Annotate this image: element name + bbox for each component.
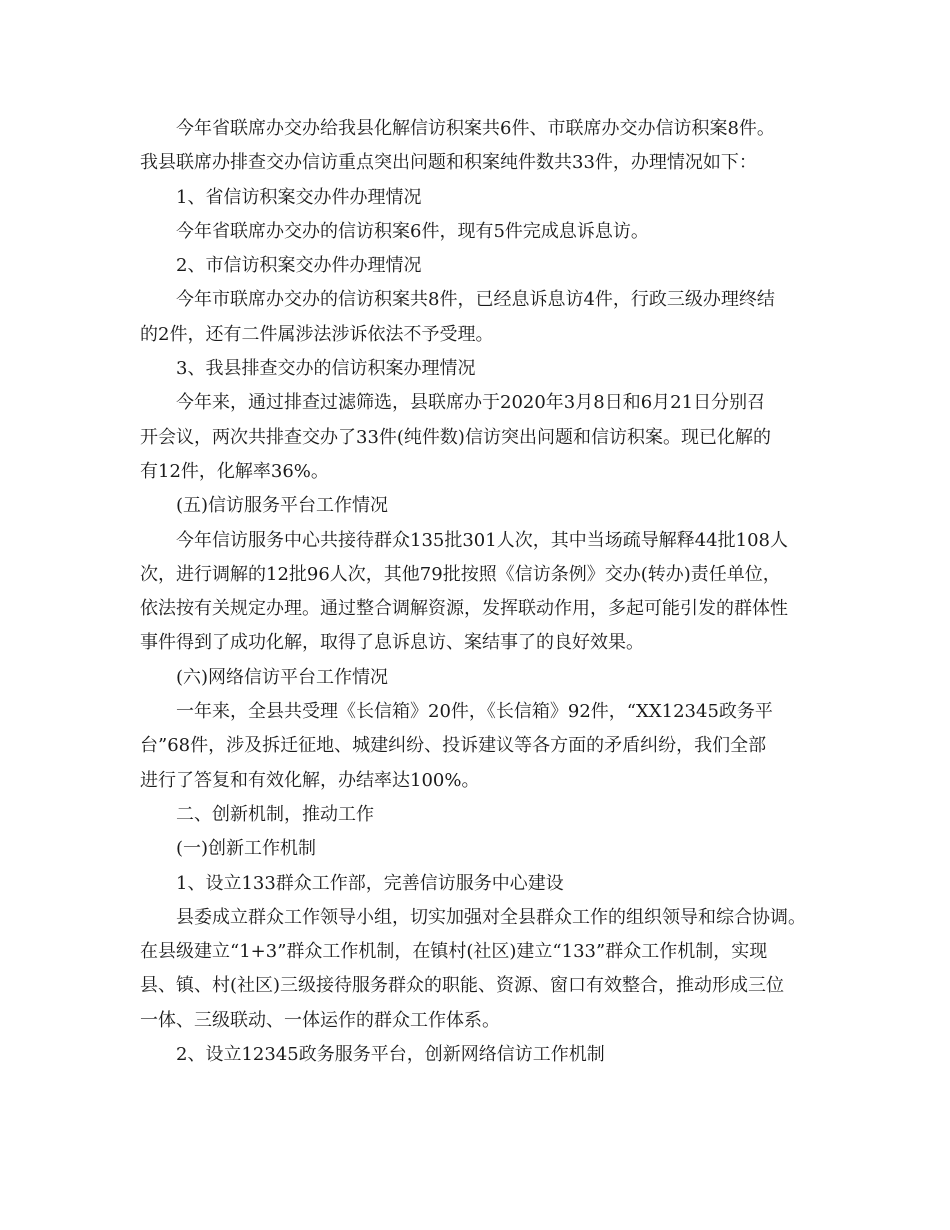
- text-line: 事件得到了成功化解，取得了息诉息访、案结事了的良好效果。: [140, 632, 644, 654]
- text-line: 依法按有关规定办理。通过整合调解资源，发挥联动作用，多起可能引发的群体性: [140, 598, 788, 620]
- text-line: (一)创新工作机制: [176, 838, 317, 860]
- text-line: 台”68件，涉及拆迁征地、城建纠纷、投诉建议等各方面的矛盾纠纷，我们全部: [140, 735, 767, 757]
- text-line: 在县级建立“1+3”群众工作机制，在镇村(社区)建立“133”群众工作机制，实现: [140, 941, 768, 963]
- text-line: 县、镇、村(社区)三级接待服务群众的职能、资源、窗口有效整合，推动形成三位: [140, 975, 785, 997]
- text-line: 一年来，全县共受理《长信箱》20件，《长信箱》92件，“XX12345政务平: [176, 701, 773, 723]
- text-line: 今年市联席办交办的信访积案共8件，已经息诉息访4件，行政三级办理终结: [176, 289, 775, 311]
- text-line: 县委成立群众工作领导小组，切实加强对全县群众工作的组织领导和综合协调。: [176, 906, 806, 928]
- text-line: 2、市信访积案交办件办理情况: [176, 255, 422, 277]
- text-line: 今年省联席办交办给我县化解信访积案共6件、市联席办交办信访积案8件。: [176, 118, 775, 139]
- text-line: 次，进行调解的12批96人次，其他79批按照《信访条例》交办(转办)责任单位，: [140, 563, 781, 585]
- text-line: 今年省联席办交办的信访积案6件，现有5件完成息诉息访。: [176, 220, 649, 242]
- text-line: 今年来，通过排查过滤筛选，县联席办于2020年3月8日和6月21日分别召: [176, 392, 766, 414]
- text-line: 进行了答复和有效化解，办结率达100%。: [140, 769, 480, 791]
- text-line: 一体、三级联动、一体运作的群众工作体系。: [140, 1009, 500, 1031]
- text-line: 1、设立133群众工作部，完善信访服务中心建设: [176, 872, 564, 894]
- text-line: 的2件，还有二件属涉法涉诉依法不予受理。: [140, 323, 494, 345]
- text-line: 1、省信访积案交办件办理情况: [176, 186, 422, 208]
- text-line: 有12件，化解率36%。: [140, 460, 329, 482]
- text-line: 二、创新机制，推动工作: [176, 803, 374, 825]
- text-line: (五)信访服务平台工作情况: [176, 495, 389, 517]
- text-line: (六)网络信访平台工作情况: [176, 666, 389, 688]
- text-line: 我县联席办排查交办信访重点突出问题和积案纯件数共33件，办理情况如下：: [140, 152, 757, 174]
- text-line: 2、设立12345政务服务平台，创新网络信访工作机制: [176, 1044, 605, 1066]
- text-line: 开会议，两次共排查交办了33件(纯件数)信访突出问题和信访积案。现已化解的: [140, 426, 771, 448]
- text-line: 3、我县排查交办的信访积案办理情况: [176, 358, 476, 380]
- text-line: 今年信访服务中心共接待群众135批301人次，其中当场疏导解释44批108人: [176, 529, 788, 551]
- document-body: [140, 112, 830, 1072]
